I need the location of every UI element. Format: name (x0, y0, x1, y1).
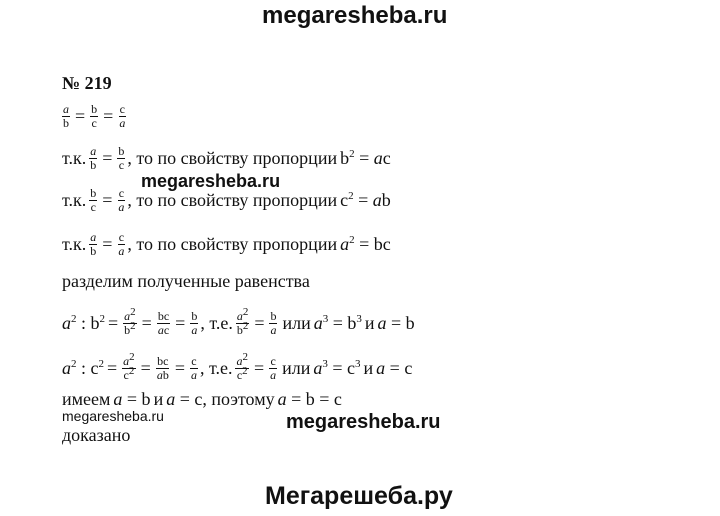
line-proved (62, 426, 130, 444)
fraction: $\frac{c}{a}$ (270, 354, 277, 382)
fraction: $\frac{a}{b}$ (63, 102, 69, 130)
fraction: $\frac{a}{b}$ (90, 230, 97, 258)
fraction: $\frac{bc}{ac}$ (157, 309, 170, 337)
fraction: $\frac{a^2}{c^2}$ (123, 351, 135, 382)
text-i: и (364, 313, 375, 334)
text-proved: доказано (62, 425, 131, 445)
text-then-prop: , то по свойству пропорции (127, 234, 338, 255)
fraction: $\frac{b}{a}$ (270, 309, 277, 337)
task-number: № 219 (62, 73, 112, 93)
line-proportion-1: т.к. $\frac{a}{b}$ = $\frac{b}{c}$ , то по свойству пропорции $b^2$ = ac (62, 144, 391, 172)
text-ili: или (282, 358, 311, 379)
watermark-bottom: Мегарешеба.ру (265, 482, 453, 510)
line-proportion-2: т.к. $\frac{b}{c}$ = $\frac{c}{a}$ , то по свойству пропорции $c^2$ = ab (62, 186, 391, 214)
text-divide: разделим полученные равенства (62, 271, 310, 291)
fraction: $\frac{a}{b}$ (90, 144, 97, 172)
fraction: $\frac{a^2}{b^2}$ (124, 306, 136, 337)
equation-main: $\frac{a}{b}$ = $\frac{b}{c}$ = $\frac{c}{a}$ (63, 102, 126, 130)
fraction: $\frac{b}{c}$ (90, 186, 97, 214)
fraction: $\frac{c}{a}$ (118, 230, 125, 258)
text-so: , поэтому (202, 389, 275, 409)
line-division-2: $a^2$ : $c^2$ = $\frac{a^2}{c^2}$ = $\frac{bc}{ab}$ = $\frac{c}{a}$ , т.е. $\frac{a^2}{c^2}$ = $\frac{c}{a}$ или $a^3 = c^3$ и a = c (62, 351, 413, 382)
fraction: $\frac{b}{a}$ (191, 309, 198, 337)
text-i: и (363, 358, 374, 379)
fraction: $\frac{c}{a}$ (118, 186, 125, 214)
text-then-prop: , то по свойству пропорции (127, 190, 338, 211)
line-division-1: $a^2$ : $b^2$ = $\frac{a^2}{b^2}$ = $\frac{bc}{ac}$ = $\frac{b}{a}$ , т.е. $\frac{a^2}{b^2}$ = $\frac{b}{a}$ или $a^3 = b^3$ и a = b (62, 306, 415, 337)
text-and: и (153, 389, 164, 409)
fraction: $\frac{bc}{ab}$ (156, 354, 169, 382)
fraction: $\frac{a^2}{c^2}$ (236, 351, 248, 382)
fraction: $\frac{b}{c}$ (91, 102, 98, 130)
text-tk: т.к. (62, 234, 87, 255)
fraction: $\frac{a^2}{b^2}$ (236, 306, 249, 337)
text-have: имеем (62, 389, 111, 409)
line-divide (62, 272, 310, 290)
fraction: $\frac{b}{c}$ (118, 144, 125, 172)
text-te: , т.е. (199, 358, 233, 379)
fraction: $\frac{c}{a}$ (119, 102, 126, 130)
watermark-lower: megaresheba.ru (286, 411, 441, 433)
text-tk: т.к. (62, 148, 87, 169)
watermark-small: megaresheba.ru (62, 408, 164, 424)
watermark-middle: megaresheba.ru (141, 171, 281, 191)
line-proportion-3: т.к. $\frac{a}{b}$ = $\frac{c}{a}$ , то по свойству пропорции $a^2$ = bc (62, 230, 391, 258)
line-conclusion: имеем a = b и a = c , поэтому a = b = c (62, 389, 342, 409)
watermark-top: megaresheba.ru (262, 2, 448, 29)
text-tk: т.к. (62, 190, 87, 211)
fraction: $\frac{c}{a}$ (190, 354, 197, 382)
text-ili: или (282, 313, 311, 334)
text-then-prop: , то по свойству пропорции (127, 148, 338, 169)
text-te: , т.е. (200, 313, 233, 334)
